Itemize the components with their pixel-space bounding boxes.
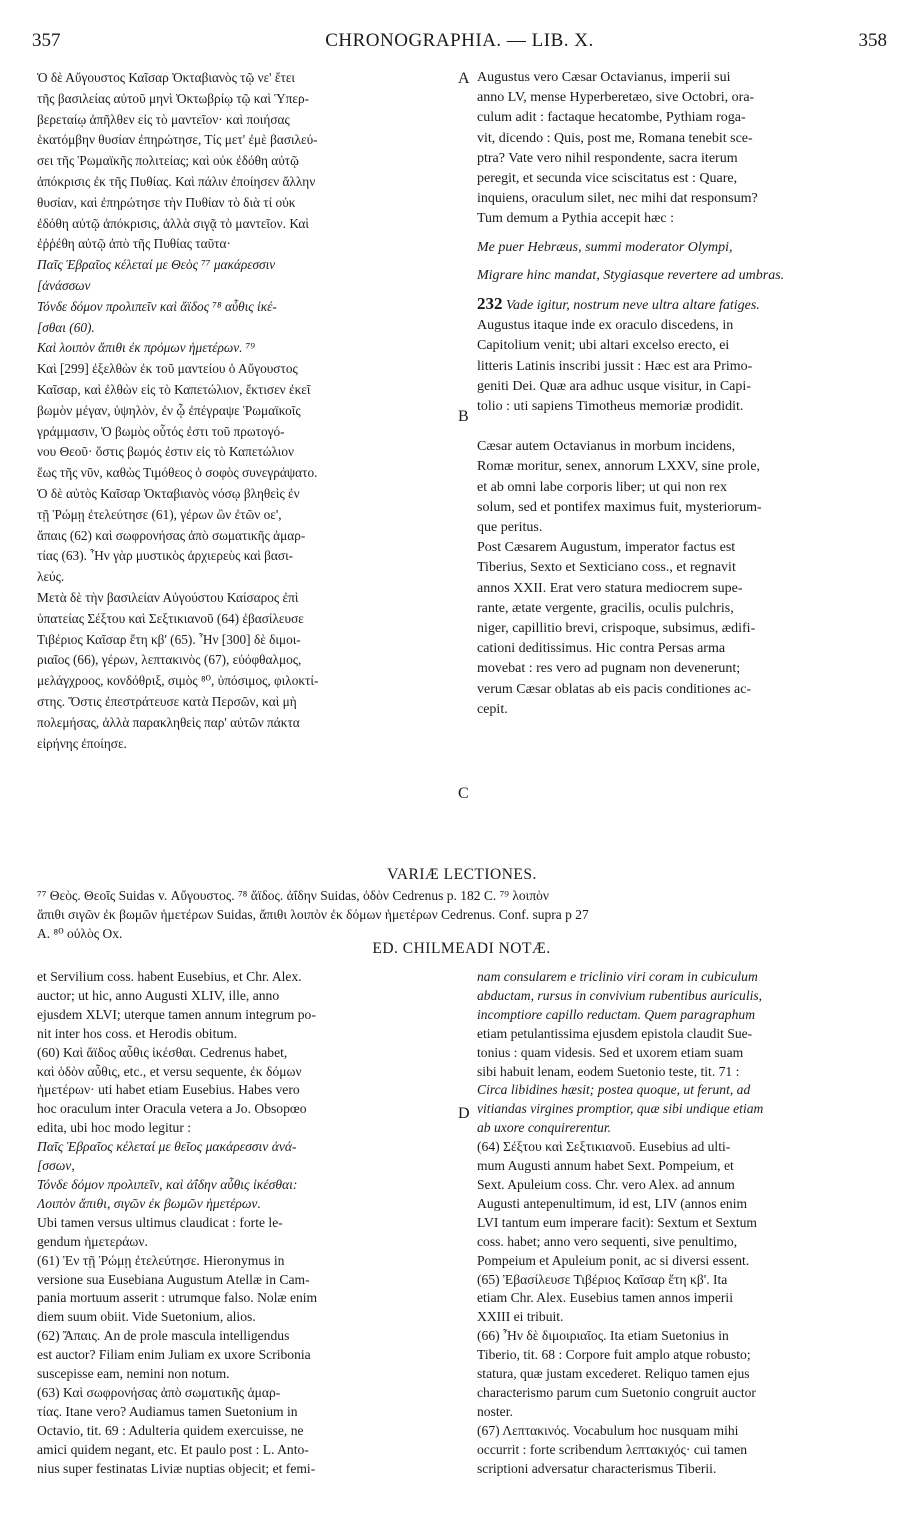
- note-line: mum Augusti annum habet Sext. Pompeium, et: [477, 1158, 734, 1174]
- latin-line: cationi deditissimus. Hic contra Persas arma: [477, 641, 726, 657]
- note-line: Sext. Apuleium coss. Chr. vero Alex. ad annum: [477, 1176, 735, 1192]
- note-line: (63) Καὶ σωφρονήσας ἀπὸ σωματικῆς ἁμαρ-: [37, 1384, 281, 1400]
- greek-line: βερεταίῳ ἀπῆλθεν εἰς τὸ μαντεῖον· καὶ ποιήσας: [37, 111, 290, 127]
- note-line: diem suum obiit. Vide Suetonium, alios.: [37, 1309, 256, 1325]
- latin-line: vit, dicendo : Quis, post me, Romana tenebit sce-: [477, 130, 753, 146]
- running-header: [32, 30, 887, 60]
- latin-line: Tum demum a Pythia accepit hæc :: [477, 211, 675, 227]
- margin-marker-c: C: [458, 785, 469, 802]
- note-line: Λοιπὸν ἄπιθι, σιγῶν ἐκ βωμῶν ἡμετέρων.: [37, 1195, 261, 1211]
- latin-line: tolio : uti sapiens Timotheus memoriæ prodidit.: [477, 399, 744, 415]
- greek-line: Καὶ [299] ἐξελθὼν ἐκ τοῦ μαντείου ὁ Αὔγουστος: [37, 361, 298, 377]
- note-line: ejusdem XLVI; uterque tamen annum integrum po-: [37, 1006, 316, 1022]
- note-line: (66) Ἦν δὲ διμοιριαῖος. Ita etiam Suetonius in: [477, 1328, 729, 1344]
- note-line: nit inter hos coss. et Herodis obitum.: [37, 1025, 238, 1041]
- notes-right-column: [477, 968, 891, 1478]
- greek-line: ὑπατείας Σέξτου καὶ Σεξτικιανοῦ (64) ἐβασίλευσε: [37, 610, 304, 626]
- greek-line: Ὁ δὲ Αὔγουστος Καῖσαρ Ὀκταβιανὸς τῷ νε' ἔτει: [37, 70, 295, 85]
- latin-line: niger, capillitio brevi, crispoque, subsimus, ædifi-: [477, 621, 756, 637]
- greek-line: ἀπόκρισις ἐκ τῆς Πυθίας. Καὶ πάλιν ἐποίησεν ἄλλην: [37, 173, 316, 189]
- greek-line: στης. Ὅστις ἐπεστράτευσε κατὰ Περσῶν, καὶ μὴ: [37, 693, 297, 709]
- note-line: ab uxore conquirerentur.: [477, 1120, 612, 1136]
- note-line: amici quidem negant, etc. Et paulo post : L. Anto-: [37, 1441, 309, 1457]
- greek-line: μελάγχροος, κονδόθριξ, σιμὸς ⁸⁰, ὑπόσιμος, φιλοκτί-: [37, 673, 319, 689]
- latin-line: Capitolium venit; ubi altari excelso erecto, ei: [477, 338, 730, 354]
- note-line: Circa libidines hæsit; postea quoque, ut ferunt, ad: [477, 1082, 751, 1098]
- greek-line: ἐῤῥέθη αὐτῷ ἀπὸ τῆς Πυθίας ταῦτα·: [37, 236, 231, 252]
- note-line: etiam petulantissima ejusdem epistola claudit Sue-: [477, 1025, 753, 1041]
- note-line: ἡμετέρων· uti habet etiam Eusebius. Habes vero: [37, 1082, 300, 1098]
- latin-line: geniti Dei. Quæ ara adhuc usque visitur, in Capi-: [477, 378, 751, 394]
- variant-line: A. ⁸⁰ οὐλὸς Ox.: [37, 926, 123, 941]
- latin-line: anno LV, mense Hyperberetæo, sive Octobri, ora-: [477, 90, 755, 106]
- note-line: coss. habet; anno vero sequenti, sive penultimo,: [477, 1233, 738, 1249]
- greek-line: τῆς βασιλείας αὐτοῦ μηνὶ Ὀκτωβρίῳ τῷ καὶ Ὑπερ-: [37, 90, 310, 106]
- latin-verse-line: [477, 294, 891, 316]
- variant-line: ἄπιθι σιγῶν ἐκ βωμῶν ἡμετέρων Suidas, ἄπιθι λοιπὸν ἐκ δόμων ἡμετέρων Cedrenus. Conf. supra p 27: [37, 907, 589, 922]
- note-line: characterismo parum cum Suetonio congruit auctor: [477, 1384, 756, 1400]
- note-line: nam consularem e triclinio viri coram in cubiculum: [477, 969, 758, 984]
- latin-line: culum adit : factaque hecatombe, Pythiam roga-: [477, 110, 746, 126]
- note-line: (60) Καὶ ἄϊδος αὖθις ἱκέσθαι. Cedrenus habet,: [37, 1044, 288, 1060]
- latin-line: Augustus itaque inde ex oraculo discedens, in: [477, 318, 734, 334]
- greek-line: σει τῆς Ῥωμαϊκῆς πολιτείας; καὶ οὐκ ἐδόθη αὐτῷ: [37, 153, 299, 169]
- note-line: vitiandas virgines promptior, quæ sibi undique etiam: [477, 1101, 764, 1117]
- note-line: Octavio, tit. 69 : Adulteria quidem exercuisse, ne: [37, 1422, 304, 1438]
- latin-line: Post Cæsarem Augustum, imperator factus est: [477, 540, 736, 556]
- note-line: Augusti antepenultimum, id est, LIV (annos enim: [477, 1195, 748, 1211]
- page-number-right: 358: [858, 30, 887, 51]
- note-line: (65) Ἐβασίλευσε Τιβέριος Καῖσαρ ἔτη κβ'. Ita: [477, 1271, 728, 1287]
- note-line: versione sua Eusebiana Augustum Atellæ in Cam-: [37, 1271, 310, 1287]
- latin-line: annos XXII. Erat vero statura mediocrem supe-: [477, 580, 743, 596]
- latin-line: Romæ moritur, senex, annorum LXXV, sine prole,: [477, 459, 761, 475]
- greek-line: Μετὰ δὲ τὴν βασιλείαν Αὐγούστου Καίσαρος ἐπὶ: [37, 589, 299, 605]
- greek-line: Παῖς Ἑβραῖος κέλεταί με Θεὸς ⁷⁷ μακάρεσσιν: [37, 257, 276, 273]
- latin-line: et ab omni labe corporis liber; ut qui non rex: [477, 479, 727, 495]
- latin-line: Tiberius, Sexto et Sexticiano coss., et regnavit: [477, 560, 736, 576]
- note-line: LVI tantum eum imperare facit): Sextum et Sextum: [477, 1214, 757, 1230]
- note-line: Pompeium et Apuleium ponit, ac si diversi essent.: [477, 1252, 750, 1268]
- note-line: sibi habuit lenam, eodem Suetonio teste, tit. 71 :: [477, 1063, 740, 1079]
- variae-heading: VARIÆ LECTIONES.: [387, 866, 537, 883]
- greek-line: τῇ Ῥώμῃ ἐτελεύτησε (61), γέρων ὢν ἐτῶν οε',: [37, 506, 282, 522]
- latin-verse: Migrare hinc mandat, Stygiasque revertere ad umbras.: [477, 267, 785, 283]
- note-line: suscepisse eam, nemini non notum.: [37, 1366, 230, 1382]
- notes-left-column: [37, 968, 457, 1478]
- note-line: (62) Ἄπαις. An de prole mascula intelligendus: [37, 1328, 290, 1344]
- latin-line: solum, sed et pontifex maximus fuit, mysteriorum-: [477, 499, 762, 515]
- running-title: CHRONOGRAPHIA. — LIB. X.: [325, 30, 594, 51]
- greek-line: βωμὸν μέγαν, ὑψηλὸν, ἐν ᾧ ἐπέγραψε Ῥωμαϊκοῖς: [37, 402, 301, 418]
- note-line: καὶ ὁδὸν αὖθις, etc., et versu sequente, ἐκ δόμων: [37, 1063, 302, 1079]
- note-line: Tiberio, tit. 68 : Corpore fuit amplo atque robusto;: [477, 1347, 751, 1363]
- latin-verse: Vade igitur, nostrum neve ultra altare fatiges.: [502, 298, 760, 314]
- latin-line: verum Cæsar oblatas ab eis pacis conditiones ac-: [477, 681, 752, 697]
- note-line: scriptioni adversatur characterismus Tiberii.: [477, 1460, 717, 1476]
- greek-line: τίας (63). Ἦν γὰρ μυστικὸς ἀρχιερεὺς καὶ βασι-: [37, 548, 294, 564]
- note-line: pania mortuum asserit : utrumque falso. Nolæ enim: [37, 1290, 318, 1306]
- greek-line: [σθαι (60).: [37, 319, 95, 335]
- latin-line: inquiens, oraculum silet, nec mihi dat responsum?: [477, 191, 758, 207]
- latin-line: que peritus.: [477, 520, 543, 536]
- latin-line: rante, ætate vergente, gracilis, oculis pulchris,: [477, 600, 734, 616]
- greek-line: θυσίαν, καὶ ἐπηρώτησε τὴν Πυθίαν τὸ διὰ τί οὐκ: [37, 194, 296, 210]
- notes-heading: ED. CHILMEADI NOTÆ.: [372, 940, 551, 957]
- note-line: noster.: [477, 1403, 513, 1419]
- greek-line: λεύς.: [37, 569, 65, 585]
- note-line: occurrit : forte scribendum λεπτακιχός· cui tamen: [477, 1441, 748, 1457]
- note-line: incomptiore capillo reductam. Quem paragraphum: [477, 1006, 756, 1022]
- margin-marker-d: D: [458, 1105, 470, 1122]
- greek-line: ἕως τῆς νῦν, καθὼς Τιμόθεος ὁ σοφὸς συνεγράψατο.: [37, 465, 318, 481]
- greek-line: ἑκατόμβην θυσίαν ἐπηρώτησε, Τίς μετ' ἐμὲ βασιλεύ-: [37, 132, 318, 148]
- greek-line: Καῖσαρ, καὶ ἐλθὼν εἰς τὸ Καπετώλιον, ἔκτισεν ἐκεῖ: [37, 381, 311, 397]
- margin-marker-b: B: [458, 408, 469, 425]
- latin-line: peregit, et secunda vice sciscitatus est : Quare,: [477, 171, 738, 187]
- greek-line: εἰρήνης ἐποίησε.: [37, 735, 127, 751]
- greek-line: ριαῖος (66), γέρων, λεπτακινὸς (67), εὐόφθαλμος,: [37, 652, 302, 668]
- greek-line: πολεμήσας, ἀλλὰ παρακληθεὶς παρ' αὐτῶν πάκτα: [37, 714, 300, 730]
- note-line: (61) Ἐν τῇ Ῥώμῃ ἐτελεύτησε. Hieronymus in: [37, 1252, 285, 1268]
- greek-line: Ὁ δὲ αὐτὸς Καῖσαρ Ὀκταβιανὸς νόσῳ βληθεὶς ἐν: [37, 485, 300, 501]
- latin-line: cepit.: [477, 701, 508, 717]
- latin-line: ptra? Vate vero nihil respondente, sacra iterum: [477, 150, 738, 166]
- latin-line: Augustus vero Cæsar Octavianus, imperii sui: [477, 70, 731, 85]
- note-line: (67) Λεπτακινός. Vocabulum hoc nusquam mihi: [477, 1422, 739, 1438]
- note-line: abductam, rursus in convivium rubentibus auriculis,: [477, 987, 763, 1003]
- greek-line: Καὶ λοιπὸν ἄπιθι ἐκ πρόμων ἡμετέρων. ⁷⁹: [37, 340, 256, 356]
- note-line: statura, quæ justam excederet. Reliquo tamen ejus: [477, 1366, 750, 1382]
- note-line: τίας. Itane vero? Audiamus tamen Suetonium in: [37, 1403, 298, 1419]
- greek-line: ἄπαις (62) καὶ σωφρονήσας ἀπὸ σωματικῆς ἁμαρ-: [37, 527, 306, 543]
- variant-line: ⁷⁷ Θεὸς. Θεοῖς Suidas v. Αὔγουστος. ⁷⁸ ἄϊδος. ἀΐδην Suidas, ὁδὸν Cedrenus p. 182 C. ⁷⁹ λοιπὸν: [37, 888, 549, 903]
- greek-line: ἐδόθη αὐτῷ ἀπόκρισις, ἀλλὰ σιγᾷ τὸ μαντεῖον. Καὶ: [37, 215, 309, 231]
- column-number: 232: [477, 294, 503, 314]
- note-line: etiam Chr. Alex. Eusebius tamen annos imperii: [477, 1290, 733, 1306]
- note-line: tonius : quam videsis. Sed et uxorem etiam suam: [477, 1044, 744, 1060]
- note-line: [σσων,: [37, 1158, 75, 1174]
- note-line: (64) Σέξτου καὶ Σεξτικιανοῦ. Eusebius ad ulti-: [477, 1139, 731, 1155]
- latin-line: litteris Latinis inscribi jussit : Hæc est ara Primo-: [477, 358, 753, 374]
- greek-line: [ἀνάσσων: [37, 277, 91, 293]
- latin-line: movebat : res vero ad pugnam non devenerunt;: [477, 661, 741, 677]
- spacer: [477, 417, 891, 437]
- note-line: Παῖς Ἑβραῖος κέλεταί με θεῖος μακάρεσσιν ἀνά-: [37, 1139, 297, 1155]
- greek-text-column: [37, 68, 457, 754]
- note-line: edita, ubi hoc modo legitur :: [37, 1120, 192, 1136]
- note-line: gendum ἡμετεράων.: [37, 1233, 148, 1249]
- note-line: auctor; ut hic, anno Augusti XLIV, ille, anno: [37, 987, 280, 1003]
- note-line: hoc oraculum inter Oracula vetera a Jo. Obsopœo: [37, 1101, 307, 1117]
- note-line: est auctor? Filiam enim Juliam ex uxore Scribonia: [37, 1347, 311, 1363]
- note-line: XXIII ei tribuit.: [477, 1309, 564, 1325]
- variae-lectiones: [37, 865, 887, 943]
- greek-line: Τιβέριος Καῖσαρ ἔτη κβ' (65). Ἦν [300] δὲ διμοι-: [37, 631, 301, 647]
- note-line: et Servilium coss. habent Eusebius, et Chr. Alex.: [37, 969, 302, 984]
- margin-marker-a: A: [458, 70, 470, 87]
- greek-line: νου Θεοῦ· ὅστις βωμός ἐστιν εἰς τὸ Καπετώλιον: [37, 444, 295, 460]
- greek-line: γράμμασιν, Ὁ βωμὸς οὗτός ἐστι τοῦ πρωτογό-: [37, 423, 285, 439]
- latin-line: Cæsar autem Octavianus in morbum incidens,: [477, 439, 736, 455]
- note-line: Τόνδε δόμον προλιπεῖν, καὶ ἀΐδην αὖθις ἱκέσθαι:: [37, 1176, 298, 1192]
- note-line: Ubi tamen versus ultimus claudicat : forte le-: [37, 1214, 283, 1230]
- note-line: nius super festinatas Liviæ nuptias objecit; et femi-: [37, 1460, 316, 1476]
- greek-line: Τόνδε δόμον προλιπεῖν καὶ ἄϊδος ⁷⁸ αὖθις ἱκέ-: [37, 298, 277, 314]
- latin-verse: Me puer Hebræus, summi moderator Olympi,: [477, 239, 733, 255]
- page-number-left: 357: [32, 30, 61, 51]
- latin-translation-column: [477, 68, 891, 720]
